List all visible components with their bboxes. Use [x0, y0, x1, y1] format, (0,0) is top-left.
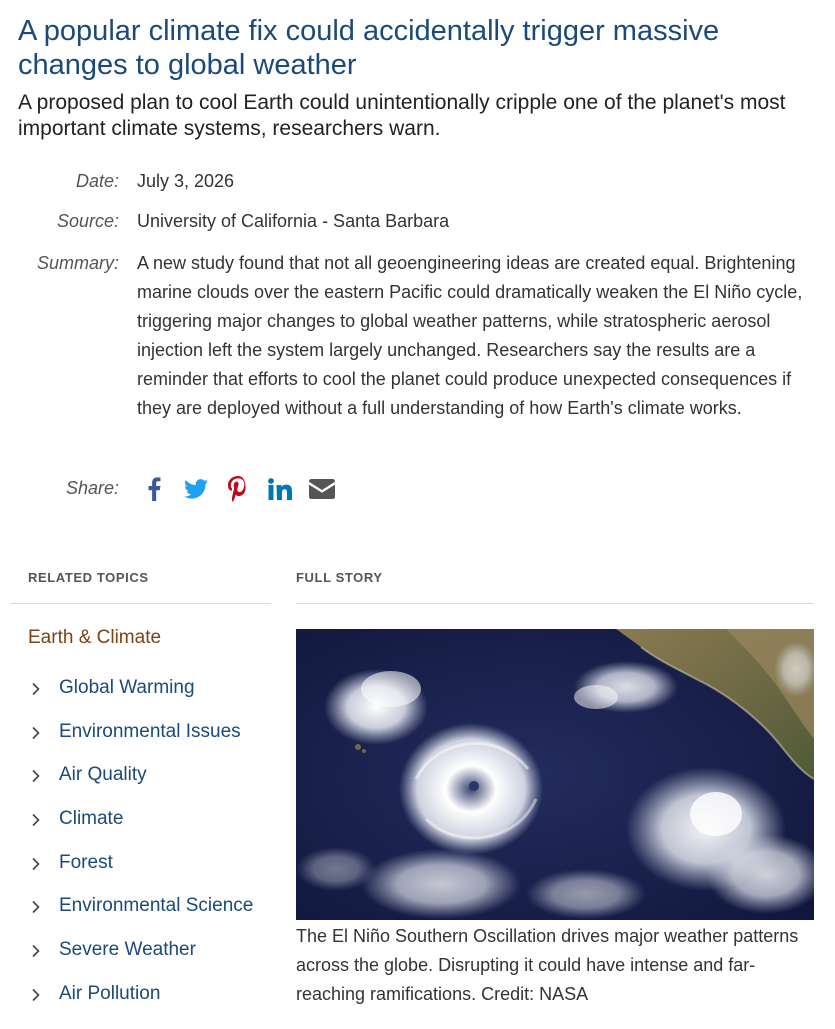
chevron-right-icon — [31, 944, 41, 958]
topic-link[interactable]: Forest — [59, 851, 113, 873]
topic-link[interactable]: Environmental Issues — [59, 720, 241, 742]
full-story-divider — [296, 603, 814, 604]
topic-item-air-quality[interactable] — [0, 755, 270, 799]
facebook-icon[interactable] — [140, 475, 168, 503]
topic-link[interactable]: Global Warming — [59, 677, 195, 698]
topic-item-air-pollution[interactable] — [0, 974, 270, 1018]
source-label: Source: — [56, 211, 119, 231]
share-label: Share: — [65, 478, 119, 498]
topic-category-earth-climate[interactable]: Earth & Climate — [28, 627, 162, 648]
chevron-right-icon — [31, 769, 41, 783]
topic-item-global-warming[interactable] — [0, 668, 270, 712]
chevron-right-icon — [31, 857, 41, 871]
twitter-icon[interactable] — [182, 475, 210, 503]
topic-item-forest[interactable] — [0, 843, 270, 887]
topic-link[interactable]: Environmental Science — [59, 895, 254, 917]
story-image — [296, 629, 814, 920]
summary-text: A new study found that not all geoengineering ideas are created equal. Brightening marine clouds over the eastern Pacific could dramatically weaken the El Niño cycle, triggering major changes to global weather patterns, while stratospheric aerosol injection left the system largely unchanged. Researchers say the results are a reminder that efforts to cool the planet could produce unexpected consequences if they are deployed without a full understanding of how Earth's climate works. — [137, 253, 803, 418]
date-label: Date: — [75, 171, 119, 191]
chevron-right-icon — [31, 682, 41, 696]
satellite-hurricane-image — [296, 629, 814, 920]
date-value: July 3, 2026 — [137, 171, 235, 191]
pinterest-icon[interactable] — [224, 475, 252, 503]
topic-link[interactable]: Air Quality — [59, 764, 147, 786]
source-value: University of California - Santa Barbara — [137, 211, 450, 231]
related-topics-heading: RELATED TOPICS — [28, 570, 149, 585]
related-topics-divider — [10, 603, 271, 604]
topic-link[interactable]: Severe Weather — [59, 939, 196, 961]
topic-link[interactable]: Air Pollution — [59, 982, 161, 1004]
image-caption: The El Niño Southern Oscillation drives major weather patterns across the globe. Disrupting it could have intense and far-reaching ramifications. Credit: NASA — [296, 926, 799, 1004]
email-icon[interactable] — [308, 475, 336, 503]
related-topics-list — [0, 668, 270, 1018]
chevron-right-icon — [31, 813, 41, 827]
topic-link[interactable]: Climate — [59, 808, 124, 830]
chevron-right-icon — [31, 988, 41, 1002]
topic-item-environmental-issues[interactable] — [0, 712, 270, 756]
topic-item-environmental-science[interactable] — [0, 886, 270, 930]
linkedin-icon[interactable] — [266, 475, 294, 503]
chevron-right-icon — [31, 900, 41, 914]
full-story-heading: FULL STORY — [296, 570, 383, 585]
topic-item-severe-weather[interactable] — [0, 930, 270, 974]
topic-item-climate[interactable] — [0, 799, 270, 843]
article-headline: A popular climate fix could accidentally trigger massive changes to global weather — [18, 15, 720, 81]
chevron-right-icon — [31, 726, 41, 740]
share-icons — [140, 474, 350, 504]
summary-label: Summary: — [36, 253, 119, 273]
article-subtitle: A proposed plan to cool Earth could unintentionally cripple one of the planet's most important climate systems, researchers warn. — [18, 91, 786, 140]
